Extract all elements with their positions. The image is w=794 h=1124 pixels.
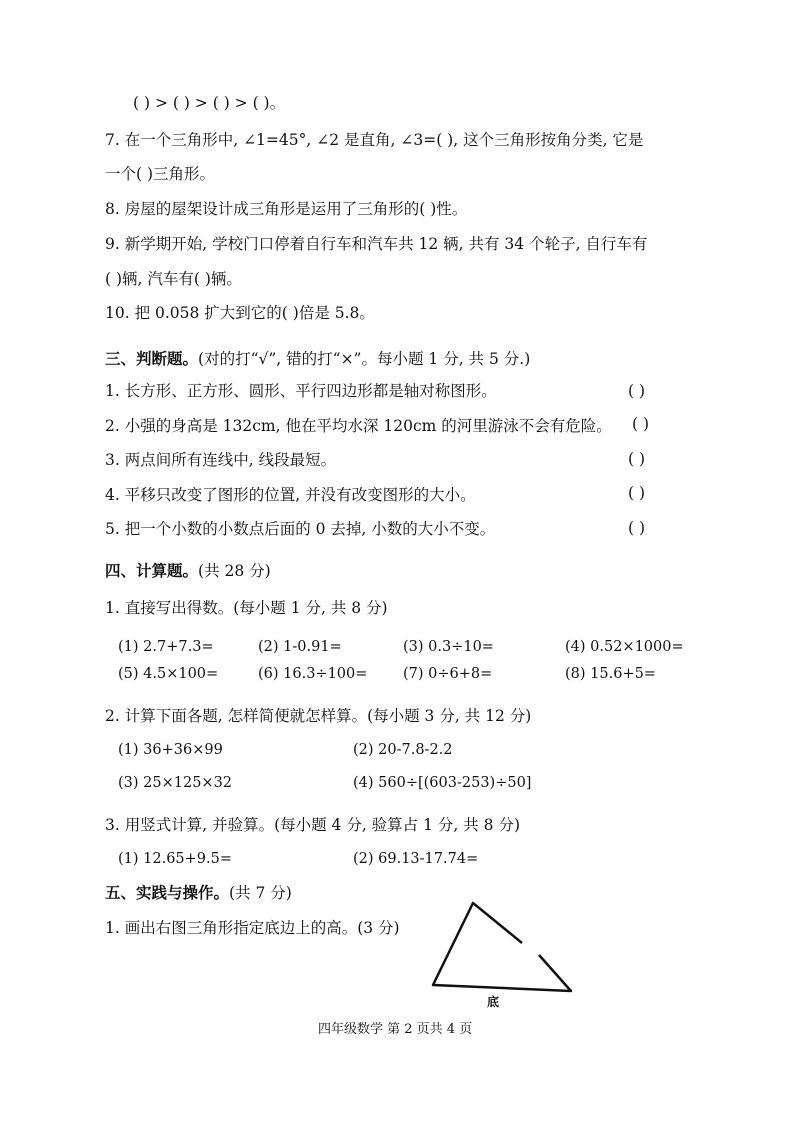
- calc2-item-2: (2) 20-7.8-2.2: [353, 742, 453, 758]
- judge-item-4: 4. 平移只改变了图形的位置, 并没有改变图形的大小。: [105, 486, 476, 504]
- calc2-item-1: (1) 36+36×99: [118, 742, 223, 758]
- calc1-item-6: (6) 16.3÷100=: [258, 666, 368, 682]
- judge-answer-2[interactable]: ( ): [632, 415, 650, 433]
- calc1-item-8: (8) 15.6+5=: [565, 666, 656, 682]
- calc1-item-3: (3) 0.3÷10=: [403, 639, 494, 655]
- calc3-item-1: (1) 12.65+9.5=: [118, 851, 233, 867]
- practice-q1: 1. 画出右图三角形指定底边上的高。(3 分): [105, 919, 400, 937]
- section4-heading: [105, 560, 271, 582]
- section3-note: (对的打“√”, 错的打“×”。每小题 1 分, 共 5 分.): [198, 350, 531, 368]
- judge-item-3: 3. 两点间所有连线中, 线段最短。: [105, 451, 337, 469]
- q7-line-2: 一个( )三角形。: [105, 165, 216, 183]
- section5-heading: [105, 882, 292, 904]
- section4-note: (共 28 分): [198, 562, 271, 580]
- calc1-item-1: (1) 2.7+7.3=: [118, 639, 214, 655]
- calc2-item-4: (4) 560÷[(603-253)÷50]: [353, 775, 532, 791]
- q7-line-1: 7. 在一个三角形中, ∠1=45°, ∠2 是直角, ∠3=( ), 这个三角形按角分类, 它是: [105, 131, 644, 149]
- judge-answer-4[interactable]: ( ): [628, 484, 646, 502]
- calc3-item-2: (2) 69.13-17.74=: [353, 851, 479, 867]
- section3-title: 三、判断题。: [105, 350, 199, 368]
- judge-item-1: 1. 长方形、正方形、圆形、平行四边形都是轴对称图形。: [105, 382, 497, 400]
- calc1-item-5: (5) 4.5×100=: [118, 666, 219, 682]
- calc2-item-3: (3) 25×125×32: [118, 775, 233, 791]
- section3-heading: [105, 348, 530, 370]
- q6-continuation: ( ) > ( ) > ( ) > ( )。: [133, 94, 286, 112]
- q9-line-2: ( )辆, 汽车有( )辆。: [105, 270, 242, 288]
- section5-note: (共 7 分): [229, 884, 292, 902]
- triangle-outline: [433, 903, 571, 991]
- section4-title: 四、计算题。: [105, 562, 199, 580]
- calc-sub1-title: 1. 直接写出得数。(每小题 1 分, 共 8 分): [105, 599, 388, 617]
- q10-line: 10. 把 0.058 扩大到它的( )倍是 5.8。: [105, 304, 375, 322]
- judge-answer-1[interactable]: ( ): [628, 382, 646, 400]
- judge-answer-3[interactable]: ( ): [628, 450, 646, 468]
- calc1-item-2: (2) 1-0.91=: [258, 639, 342, 655]
- judge-answer-5[interactable]: ( ): [628, 519, 646, 537]
- q9-line-1: 9. 新学期开始, 学校门口停着自行车和汽车共 12 辆, 共有 34 个轮子, 自行车有: [105, 235, 648, 253]
- page-footer: 四年级数学 第 2 页共 4 页: [318, 1022, 473, 1037]
- base-label: 底: [487, 995, 500, 1008]
- calc-sub3-title: 3. 用竖式计算, 并验算。(每小题 4 分, 验算占 1 分, 共 8 分): [105, 816, 521, 834]
- q8-line: 8. 房屋的屋架设计成三角形是运用了三角形的( )性。: [105, 200, 468, 218]
- calc1-item-4: (4) 0.52×1000=: [565, 639, 684, 655]
- triangle-figure[interactable]: [425, 898, 585, 1008]
- section5-title: 五、实践与操作。: [105, 884, 230, 902]
- calc1-item-7: (7) 0÷6+8=: [403, 666, 493, 682]
- calc-sub2-title: 2. 计算下面各题, 怎样简便就怎样算。(每小题 3 分, 共 12 分): [105, 707, 532, 725]
- judge-item-2: 2. 小强的身高是 132cm, 他在平均水深 120cm 的河里游泳不会有危险。: [105, 417, 612, 435]
- judge-item-5: 5. 把一个小数的小数点后面的 0 去掉, 小数的大小不变。: [105, 520, 496, 538]
